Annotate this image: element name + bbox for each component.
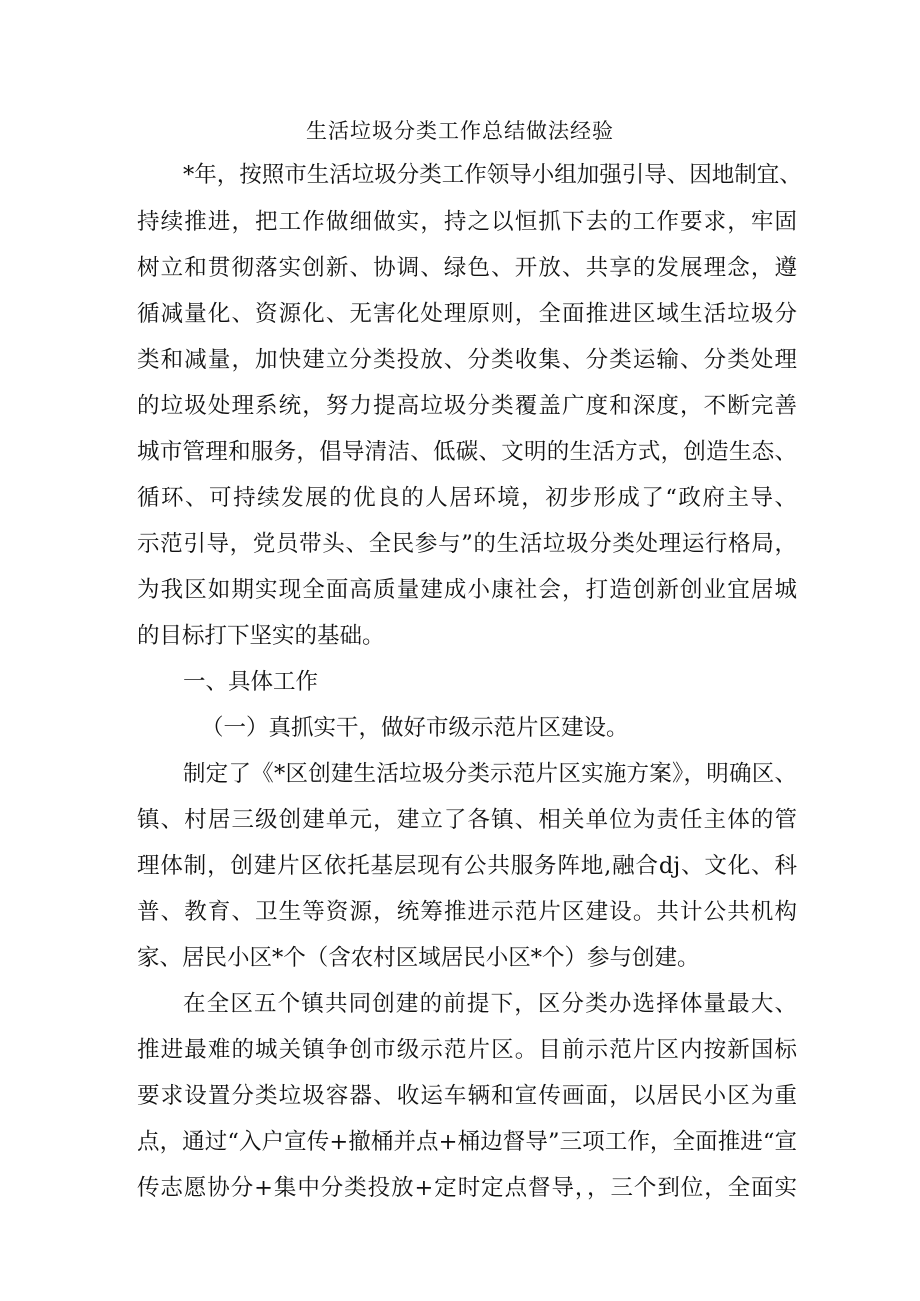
document-title: 生活垃圾分类工作总结做法经验 xyxy=(306,119,614,143)
paragraph-1-line-3: 树立和贯彻落实创新、协调、绿色、开放、共享的发展理念，遵 xyxy=(137,255,797,281)
paragraph-1-line-4: 循减量化、资源化、无害化处理原则，全面推进区域生活垃圾分 xyxy=(137,301,797,327)
paragraph-2-line-3: 理体制，创建片区依托基层现有公共服务阵地,融合dj、文化、科 xyxy=(137,853,797,879)
paragraph-1-line-5: 类和减量，加快建立分类投放、分类收集、分类运输、分类处理 xyxy=(137,347,797,373)
paragraph-1-line-6: 的垃圾处理系统，努力提高垃圾分类覆盖广度和深度，不断完善 xyxy=(137,393,797,419)
paragraph-2-line-2: 镇、村居三级创建单元，建立了各镇、相关单位为责任主体的管 xyxy=(137,807,797,833)
paragraph-3-line-2: 推进最难的城关镇争创市级示范片区。目前示范片区内按新国标 xyxy=(137,1037,797,1063)
subsection-heading: （一）真抓实干，做好市级示范片区建设。 xyxy=(201,715,629,741)
paragraph-1-line-7: 城市管理和服务，倡导清洁、低碳、文明的生活方式，创造生态、 xyxy=(137,439,797,465)
paragraph-1-line-9: 示范引导，党员带头、全民参与”的生活垃圾分类处理运行格局， xyxy=(137,531,797,557)
paragraph-1-line-10: 为我区如期实现全面高质量建成小康社会，打造创新创业宜居城 xyxy=(137,577,797,603)
paragraph-2-line-1: 制定了《*区创建生活垃圾分类示范片区实施方案》，明确区、 xyxy=(183,761,797,787)
paragraph-3-line-5: 传志愿协分+集中分类投放+定时定点督导，，三个到位，全面实 xyxy=(137,1175,797,1201)
paragraph-2-line-5: 家、居民小区*个（含农村区域居民小区*个）参与创建。 xyxy=(137,945,700,971)
paragraph-3-line-3: 要求设置分类垃圾容器、收运车辆和宣传画面，以居民小区为重 xyxy=(137,1083,797,1109)
paragraph-3-line-1: 在全区五个镇共同创建的前提下，区分类办选择体量最大、 xyxy=(183,991,797,1017)
section-heading: 一、具体工作 xyxy=(183,669,319,695)
paragraph-1-line-8: 循环、可持续发展的优良的人居环境，初步形成了“政府主导、 xyxy=(137,485,797,511)
paragraph-3-line-4: 点，通过“入户宣传+撤桶并点+桶边督导”三项工作，全面推进“宣 xyxy=(137,1129,797,1155)
paragraph-1-line-2: 持续推进，把工作做细做实，持之以恒抓下去的工作要求，牢固 xyxy=(137,209,797,235)
paragraph-2-line-4: 普、教育、卫生等资源，统筹推进示范片区建设。共计公共机构 xyxy=(137,899,797,925)
paragraph-1-line-1: *年，按照市生活垃圾分类工作领导小组加强引导、因地制宜、 xyxy=(183,162,802,188)
paragraph-1-line-11: 的目标打下坚实的基础。 xyxy=(137,623,385,649)
